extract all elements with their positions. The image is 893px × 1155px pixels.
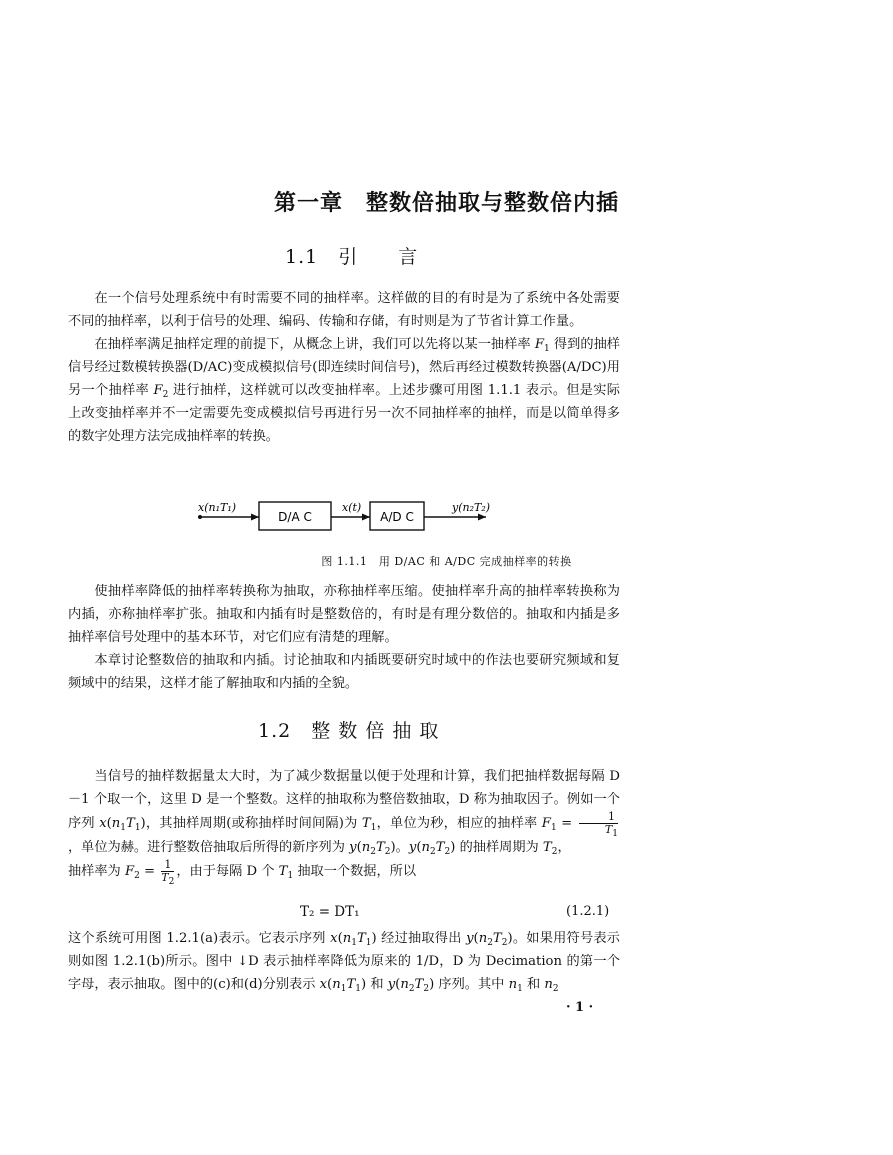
paragraph-5: 当信号的抽样数据量太大时，为了减少数据量以便于处理和计算，我们把抽样数据每隔 D－1 个取一个，这里 D 是一个整数。这样的抽取称为整倍数抽取，D 称为抽取因子。例如一个序列 $x(n_1T_1)$，其抽样周期(或称抽样时间间隔)为 $T_1$，单位为秒，相应的抽样率 $F_1$ = $\frac{1}{T_1}$ ，单位为赫。进行整数倍抽取后所得的新序列为 $y(n_2T_2)$。$y(n_2T_2)$ 的抽样周期为 $T_2$，: [68, 769, 620, 857]
dac-label: D/A C: [278, 510, 312, 524]
text-run: 。如果用符号表示则如图 1.2.1(b)所示。图中 ↓D 表示抽样率降低为原来的 1/D，D 为 Decimation 的第一个字母，表示抽取。图中的(c)和(d)分别表示: [68, 931, 620, 992]
decimation-paragraph: [68, 765, 620, 887]
section-title-part: 言: [398, 246, 419, 268]
text-run: 序列。其中: [434, 977, 509, 992]
paragraphs-3-4: [68, 580, 620, 695]
section-heading-introduction: [285, 242, 418, 269]
adc-label: A/D C: [380, 510, 414, 524]
text-run: ，单位为秒，相应的抽样率: [376, 816, 542, 831]
text-run: 当信号的抽样数据量太大时，为了减少数据量以便于处理和计算，我们把抽样数据每隔 D－1 个取一个，这里 D 是一个整数。这样的抽取称为整倍数抽取，D 称为抽取因子。例如一个序列: [68, 769, 620, 831]
text-run: 进行抽样，这样就可以改变抽样率。上述步骤可用图 1.1.1 表示。但是实际上改变抽样率并不一定需要先变成模拟信号再进行另一次不同抽样率的抽样，而是以简单得多的数字处理方法完成抽样率的转换。: [68, 383, 620, 444]
paragraph-4: 本章讨论整数倍的抽取和内插。讨论抽取和内插既要研究时域中的作法也要研究频域和复频域中的结果，这样才能了解抽取和内插的全貌。: [68, 653, 620, 691]
fraction: $\frac{1}{T_1}$: [579, 811, 618, 836]
diagram-middle-label: x(t): [342, 501, 362, 514]
section-title: 整 数 倍 抽 取: [311, 720, 440, 742]
text-run: 经过抽取得出: [376, 931, 467, 946]
section-number: 1.1: [285, 246, 319, 268]
diagram-output-label: y(n₂T₂): [452, 501, 491, 514]
arrow-head: [362, 514, 370, 521]
figure-caption: 图 1.1.1 用 D/AC 和 A/DC 完成抽样率的转换: [321, 555, 572, 568]
diagram-input-label: x(n₁T₁): [198, 501, 237, 514]
text-run: ，其抽样周期(或称抽样时间间隔)为: [145, 816, 362, 831]
text-run: 得到的抽样信号经过数模转换器(D/AC)变成模拟信号(即连续时间信号)，然后再经过模数转换器(A/DC)用另一个抽样率: [68, 337, 620, 398]
page-number: · 1 ·: [566, 1000, 594, 1015]
section-number: 1.2: [258, 720, 292, 742]
text-run: 抽样率为: [68, 864, 125, 879]
block-diagram: [190, 492, 510, 540]
text-run: ，单位为赫。进行整数倍抽取后所得的新序列为: [68, 840, 350, 855]
paragraph-5-cont: 抽样率为 $F_2$ = $\frac{1}{T_2}$ ，由于每隔 D 个 $T_1$ 抽取一个数据，所以: [68, 858, 417, 887]
equation-number: (1.2.1): [566, 904, 610, 919]
text-run: 这个系统可用图 1.2.1(a)表示。它表示序列: [68, 931, 331, 946]
text-run: ，: [557, 840, 571, 855]
section-title-part: 引: [338, 246, 359, 268]
arrow-head: [478, 514, 486, 521]
input-node: [198, 515, 202, 519]
text-run: 抽取一个数据，所以: [293, 864, 417, 879]
text-run: 在抽样率满足抽样定理的前提下，从概念上讲，我们可以先将以某一抽样率: [94, 337, 535, 352]
intro-paragraphs: [68, 287, 620, 448]
fraction: $\frac{1}{T_2}$: [161, 858, 175, 887]
paragraph-6: 这个系统可用图 1.2.1(a)表示。它表示序列 $x(n_1T_1)$ 经过抽取得出 $y(n_2T_2)$。如果用符号表示则如图 1.2.1(b)所示。图中 ↓D 表示抽样率降低为原来的 1/D，D 为 Decimation 的第一个字母，表示抽取。图中的(c)和(d)分别表示 $x(n_1T_1)$ 和 $y(n_2T_2)$ 序列。其中 $n_1$ 和 $n_2$: [68, 931, 620, 994]
final-paragraph: [68, 927, 620, 996]
text-run: 。: [395, 840, 409, 855]
equation: T₂ = DT₁: [300, 904, 360, 920]
paragraph-2: 在抽样率满足抽样定理的前提下，从概念上讲，我们可以先将以某一抽样率 $F_1$ 得到的抽样信号经过数模转换器(D/AC)变成模拟信号(即连续时间信号)，然后再经过模数转换器(A/DC)用另一个抽样率 $F_2$ 进行抽样，这样就可以改变抽样率。上述步骤可用图 1.1.1 表示。但是实际上改变抽样率并不一定需要先变成模拟信号再进行另一次不同抽样率的抽样，而是以简单得多的数字处理方法完成抽样率的转换。: [68, 337, 620, 444]
paragraph-3: 使抽样率降低的抽样率转换称为抽取，亦称抽样率压缩。使抽样率升高的抽样率转换称为内插，亦称抽样率扩张。抽取和内插有时是整数倍的，有时是有理分数倍的。抽取和内插是多抽样率信号处理中的基本环节，对它们应有清楚的理解。: [68, 584, 620, 645]
section-heading-decimation: [258, 716, 439, 743]
text-run: 和: [366, 977, 388, 992]
paragraph-1: 在一个信号处理系统中有时需要不同的抽样率。这样做的目的有时是为了系统中各处需要不同的抽样率，以利于信号的处理、编码、传输和存储，有时则是为了节省计算工作量。: [68, 291, 620, 329]
chapter-title: 第一章 整数倍抽取与整数倍内插: [273, 191, 619, 216]
text-run: ，由于每隔 D 个: [176, 864, 279, 879]
arrow-head: [251, 514, 259, 521]
text-run: 的抽样周期为: [455, 840, 543, 855]
